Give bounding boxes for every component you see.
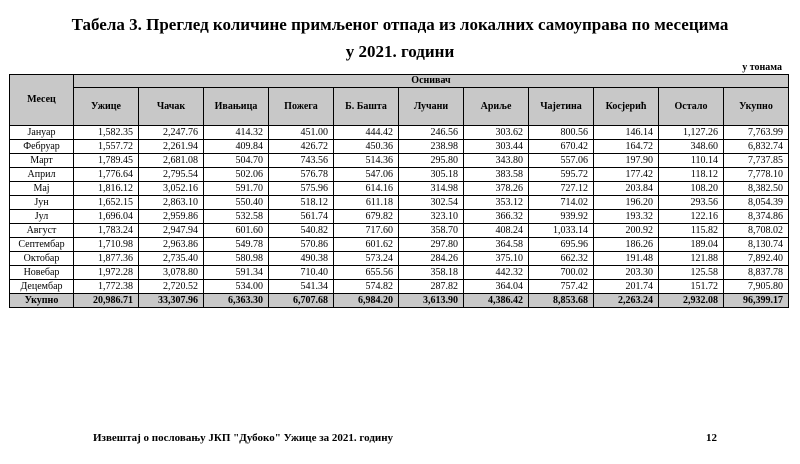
value-cell: 595.72 xyxy=(529,168,594,182)
value-cell: 2,720.52 xyxy=(139,280,204,294)
value-cell: 303.44 xyxy=(464,140,529,154)
value-cell: 246.56 xyxy=(399,126,464,140)
column-header: Лучани xyxy=(399,88,464,126)
value-cell: 108.20 xyxy=(659,182,724,196)
value-cell: 186.26 xyxy=(594,238,659,252)
value-cell: 611.18 xyxy=(334,196,399,210)
value-cell: 561.74 xyxy=(269,210,334,224)
value-cell: 110.14 xyxy=(659,154,724,168)
table-row xyxy=(10,266,789,280)
value-cell: 591.70 xyxy=(204,182,269,196)
table-row xyxy=(10,210,789,224)
value-cell: 151.72 xyxy=(659,280,724,294)
value-cell: 2,959.86 xyxy=(139,210,204,224)
value-cell: 297.80 xyxy=(399,238,464,252)
value-cell: 295.80 xyxy=(399,154,464,168)
value-cell: 504.70 xyxy=(204,154,269,168)
value-cell: 164.72 xyxy=(594,140,659,154)
value-cell: 287.82 xyxy=(399,280,464,294)
total-value-cell: 8,853.68 xyxy=(529,294,594,308)
value-cell: 203.30 xyxy=(594,266,659,280)
total-value-cell: 6,363.30 xyxy=(204,294,269,308)
value-cell: 549.78 xyxy=(204,238,269,252)
value-cell: 189.04 xyxy=(659,238,724,252)
column-header: Укупно xyxy=(724,88,789,126)
value-cell: 364.04 xyxy=(464,280,529,294)
value-cell: 8,382.50 xyxy=(724,182,789,196)
value-cell: 2,963.86 xyxy=(139,238,204,252)
month-cell: Јануар xyxy=(10,126,74,140)
column-header: Ужице xyxy=(74,88,139,126)
value-cell: 414.32 xyxy=(204,126,269,140)
value-cell: 1,877.36 xyxy=(74,252,139,266)
value-cell: 1,557.72 xyxy=(74,140,139,154)
value-cell: 2,681.08 xyxy=(139,154,204,168)
total-value-cell: 33,307.96 xyxy=(139,294,204,308)
value-cell: 125.58 xyxy=(659,266,724,280)
value-cell: 7,892.40 xyxy=(724,252,789,266)
value-cell: 717.60 xyxy=(334,224,399,238)
value-cell: 2,735.40 xyxy=(139,252,204,266)
column-header: Чајетина xyxy=(529,88,594,126)
value-cell: 575.96 xyxy=(269,182,334,196)
table-body xyxy=(10,126,789,308)
value-cell: 121.88 xyxy=(659,252,724,266)
month-cell: Април xyxy=(10,168,74,182)
footer-text: Извештај о пословању ЈКП "Дубоко" Ужице за 2021. годину xyxy=(93,432,394,444)
value-cell: 7,763.99 xyxy=(724,126,789,140)
value-cell: 1,582.35 xyxy=(74,126,139,140)
value-cell: 193.32 xyxy=(594,210,659,224)
value-cell: 2,795.54 xyxy=(139,168,204,182)
value-cell: 490.38 xyxy=(269,252,334,266)
table-row xyxy=(10,154,789,168)
value-cell: 7,737.85 xyxy=(724,154,789,168)
value-cell: 8,054.39 xyxy=(724,196,789,210)
column-header: Пожега xyxy=(269,88,334,126)
value-cell: 118.12 xyxy=(659,168,724,182)
value-cell: 115.82 xyxy=(659,224,724,238)
value-cell: 1,696.04 xyxy=(74,210,139,224)
value-cell: 743.56 xyxy=(269,154,334,168)
value-cell: 364.58 xyxy=(464,238,529,252)
total-value-cell: 4,386.42 xyxy=(464,294,529,308)
value-cell: 1,652.15 xyxy=(74,196,139,210)
value-cell: 714.02 xyxy=(529,196,594,210)
page-number: 12 xyxy=(706,432,717,444)
value-cell: 655.56 xyxy=(334,266,399,280)
value-cell: 695.96 xyxy=(529,238,594,252)
value-cell: 314.98 xyxy=(399,182,464,196)
value-cell: 1,033.14 xyxy=(529,224,594,238)
value-cell: 203.84 xyxy=(594,182,659,196)
table-row xyxy=(10,224,789,238)
value-cell: 358.70 xyxy=(399,224,464,238)
value-cell: 146.14 xyxy=(594,126,659,140)
value-cell: 323.10 xyxy=(399,210,464,224)
month-cell: Фебруар xyxy=(10,140,74,154)
value-cell: 375.10 xyxy=(464,252,529,266)
value-cell: 3,052.16 xyxy=(139,182,204,196)
column-header: Косјерић xyxy=(594,88,659,126)
total-value-cell: 6,707.68 xyxy=(269,294,334,308)
month-cell: Мај xyxy=(10,182,74,196)
value-cell: 444.42 xyxy=(334,126,399,140)
month-cell: Јун xyxy=(10,196,74,210)
value-cell: 408.24 xyxy=(464,224,529,238)
value-cell: 1,789.45 xyxy=(74,154,139,168)
value-cell: 518.12 xyxy=(269,196,334,210)
value-cell: 670.42 xyxy=(529,140,594,154)
value-cell: 2,247.76 xyxy=(139,126,204,140)
value-cell: 197.90 xyxy=(594,154,659,168)
value-cell: 939.92 xyxy=(529,210,594,224)
value-cell: 1,816.12 xyxy=(74,182,139,196)
value-cell: 2,261.94 xyxy=(139,140,204,154)
value-cell: 576.78 xyxy=(269,168,334,182)
group-header: Оснивач xyxy=(74,75,789,88)
value-cell: 1,710.98 xyxy=(74,238,139,252)
value-cell: 8,130.74 xyxy=(724,238,789,252)
table-row xyxy=(10,280,789,294)
value-cell: 201.74 xyxy=(594,280,659,294)
value-cell: 451.00 xyxy=(269,126,334,140)
value-cell: 426.72 xyxy=(269,140,334,154)
value-cell: 1,783.24 xyxy=(74,224,139,238)
value-cell: 442.32 xyxy=(464,266,529,280)
value-cell: 1,127.26 xyxy=(659,126,724,140)
total-value-cell: 20,986.71 xyxy=(74,294,139,308)
table-row xyxy=(10,126,789,140)
month-cell: Новебар xyxy=(10,266,74,280)
value-cell: 303.62 xyxy=(464,126,529,140)
value-cell: 343.80 xyxy=(464,154,529,168)
total-value-cell: 2,263.24 xyxy=(594,294,659,308)
value-cell: 383.58 xyxy=(464,168,529,182)
value-cell: 8,708.02 xyxy=(724,224,789,238)
table-row xyxy=(10,168,789,182)
value-cell: 191.48 xyxy=(594,252,659,266)
value-cell: 238.98 xyxy=(399,140,464,154)
value-cell: 1,972.28 xyxy=(74,266,139,280)
table-row xyxy=(10,140,789,154)
column-header: Б. Башта xyxy=(334,88,399,126)
table-row xyxy=(10,196,789,210)
table-title-line1: Табела 3. Преглед количине примљеног отпада из локалних самоуправа по месецима xyxy=(71,15,729,34)
value-cell: 532.58 xyxy=(204,210,269,224)
value-cell: 8,374.86 xyxy=(724,210,789,224)
value-cell: 591.34 xyxy=(204,266,269,280)
value-cell: 6,832.74 xyxy=(724,140,789,154)
total-label: Укупно xyxy=(10,294,74,308)
column-header: Ариље xyxy=(464,88,529,126)
value-cell: 450.36 xyxy=(334,140,399,154)
table-row xyxy=(10,238,789,252)
table-row xyxy=(10,252,789,266)
value-cell: 540.82 xyxy=(269,224,334,238)
value-cell: 353.12 xyxy=(464,196,529,210)
value-cell: 3,078.80 xyxy=(139,266,204,280)
month-cell: Децембар xyxy=(10,280,74,294)
value-cell: 662.32 xyxy=(529,252,594,266)
value-cell: 7,905.80 xyxy=(724,280,789,294)
value-cell: 547.06 xyxy=(334,168,399,182)
value-cell: 284.26 xyxy=(399,252,464,266)
value-cell: 2,947.94 xyxy=(139,224,204,238)
value-cell: 601.60 xyxy=(204,224,269,238)
table-row xyxy=(10,182,789,196)
value-cell: 7,778.10 xyxy=(724,168,789,182)
value-cell: 541.34 xyxy=(269,280,334,294)
month-cell: Март xyxy=(10,154,74,168)
value-cell: 502.06 xyxy=(204,168,269,182)
month-cell: Јул xyxy=(10,210,74,224)
month-cell: Август xyxy=(10,224,74,238)
value-cell: 514.36 xyxy=(334,154,399,168)
value-cell: 366.32 xyxy=(464,210,529,224)
value-cell: 574.82 xyxy=(334,280,399,294)
column-header: Остало xyxy=(659,88,724,126)
value-cell: 550.40 xyxy=(204,196,269,210)
value-cell: 1,772.38 xyxy=(74,280,139,294)
value-cell: 557.06 xyxy=(529,154,594,168)
column-header-row xyxy=(10,88,789,126)
month-header: Месец xyxy=(10,75,74,126)
value-cell: 601.62 xyxy=(334,238,399,252)
month-cell: Септембар xyxy=(10,238,74,252)
value-cell: 409.84 xyxy=(204,140,269,154)
value-cell: 727.12 xyxy=(529,182,594,196)
value-cell: 8,837.78 xyxy=(724,266,789,280)
table-title-line2: у 2021. години xyxy=(345,42,455,61)
value-cell: 196.20 xyxy=(594,196,659,210)
value-cell: 305.18 xyxy=(399,168,464,182)
value-cell: 573.24 xyxy=(334,252,399,266)
value-cell: 378.26 xyxy=(464,182,529,196)
total-value-cell: 96,399.17 xyxy=(724,294,789,308)
value-cell: 200.92 xyxy=(594,224,659,238)
value-cell: 700.02 xyxy=(529,266,594,280)
waste-table xyxy=(9,74,789,308)
value-cell: 570.86 xyxy=(269,238,334,252)
value-cell: 302.54 xyxy=(399,196,464,210)
value-cell: 348.60 xyxy=(659,140,724,154)
value-cell: 177.42 xyxy=(594,168,659,182)
column-header: Чачак xyxy=(139,88,204,126)
value-cell: 293.56 xyxy=(659,196,724,210)
total-value-cell: 6,984.20 xyxy=(334,294,399,308)
value-cell: 679.82 xyxy=(334,210,399,224)
value-cell: 534.00 xyxy=(204,280,269,294)
value-cell: 614.16 xyxy=(334,182,399,196)
value-cell: 2,863.10 xyxy=(139,196,204,210)
total-value-cell: 3,613.90 xyxy=(399,294,464,308)
value-cell: 757.42 xyxy=(529,280,594,294)
total-row xyxy=(10,294,789,308)
value-cell: 800.56 xyxy=(529,126,594,140)
column-header: Ивањица xyxy=(204,88,269,126)
unit-note: у тонама xyxy=(742,62,782,73)
total-value-cell: 2,932.08 xyxy=(659,294,724,308)
month-cell: Октобар xyxy=(10,252,74,266)
value-cell: 122.16 xyxy=(659,210,724,224)
value-cell: 358.18 xyxy=(399,266,464,280)
value-cell: 580.98 xyxy=(204,252,269,266)
value-cell: 1,776.64 xyxy=(74,168,139,182)
value-cell: 710.40 xyxy=(269,266,334,280)
